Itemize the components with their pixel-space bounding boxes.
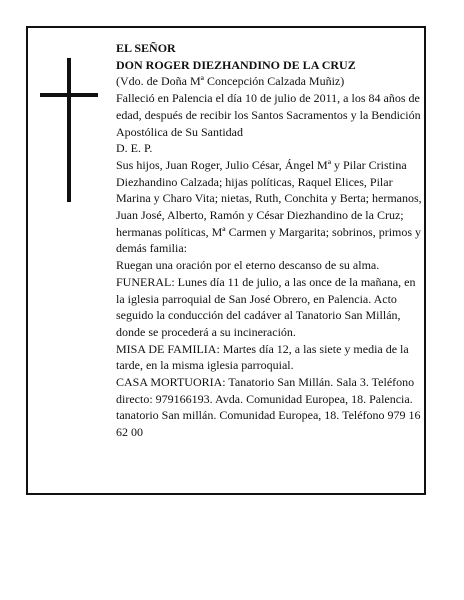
cross-vertical-bar (67, 58, 71, 202)
cross-icon (40, 58, 98, 202)
obituary-text (116, 40, 422, 441)
funeral-home-paragraph: CASA MORTUORIA: Tanatorio San Millán. Sala 3. Teléfono directo: 979166193. Avda. Comunidad Europea, 18. Palencia. (116, 375, 415, 406)
obituary-notice (26, 26, 426, 495)
notice-heading: EL SEÑOR (116, 41, 176, 55)
rip-line: D. E. P. (116, 141, 153, 156)
tanatorio-paragraph: tanatorio San millán. Comunidad Europea, 18. Teléfono 979 16 62 00 (116, 408, 421, 440)
family-mass-paragraph: MISA DE FAMILIA: Martes día 12, a las siete y media de la tarde, en la misma iglesia parroquial. (116, 341, 409, 373)
prayer-line: Ruegan una oración por el eterno descanso de su alma. (116, 258, 380, 273)
deceased-name: DON ROGER DIEZHANDINO DE LA CRUZ (116, 57, 356, 72)
death-paragraph: Falleció en Palencia el día 10 de julio de 2011, a los 84 años de edad, después de recibir los Santos Sacramentos y la Bendición Apostólica de Su Santidad (116, 91, 421, 139)
funeral-paragraph: FUNERAL: Lunes día 11 de julio, a las once de la mañana, en la iglesia parroquial de San José Obrero, en Palencia. Acto seguido la conducción del cadáver al Tanatorio San Millán, donde se procederá a su incineración. (116, 274, 416, 339)
cross-horizontal-bar (40, 93, 98, 97)
family-paragraph: Sus hijos, Juan Roger, Julio César, Ángel Mª y Pilar Cristina Diezhandino Calzada; hijas políticas, Raquel Elices, Pilar Marina y Charo Vita; nietas, Ruth, Conchita y Berta; hermanos, Juan José, Alberto, Ramón y César Diezhandino de la Cruz; hermanas políticas, Mª Carmen y Margarita; sobrinos, primos y demás familia: (116, 157, 422, 256)
widower-line: (Vdo. de Doña Mª Concepción Calzada Muñiz) (116, 74, 345, 89)
